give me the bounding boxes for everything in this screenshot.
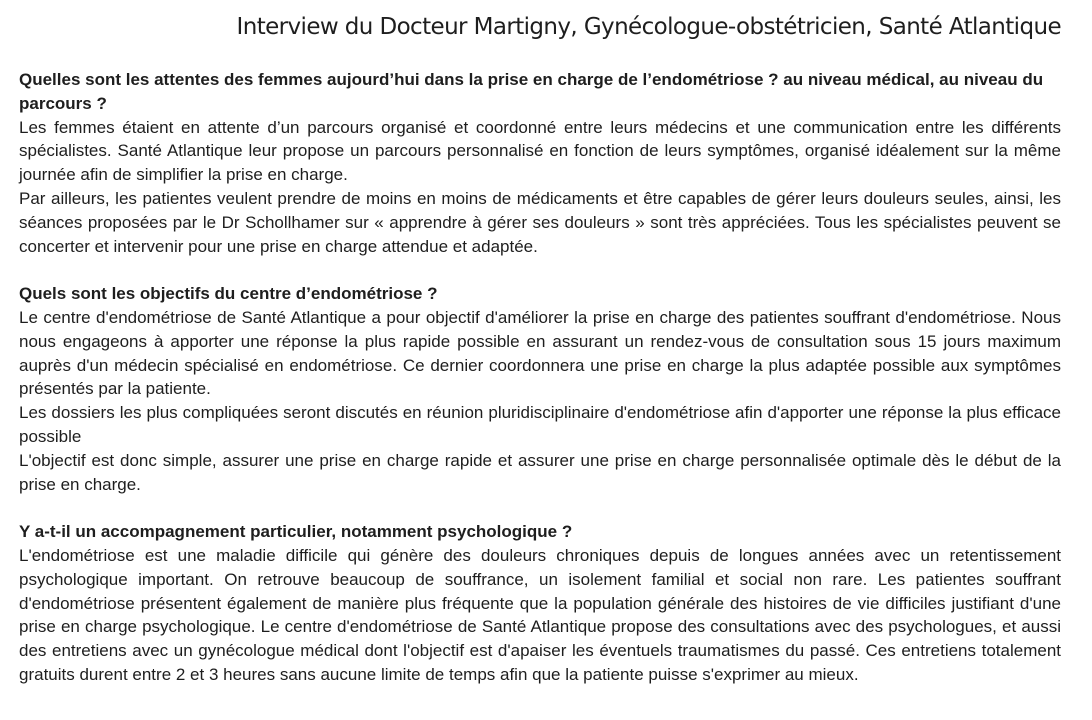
answer-paragraph: Les femmes étaient en attente d’un parcours organisé et coordonné entre leurs médecins et une communication entre les différents spécialistes. Santé Atlantique leur propose un parcours personnalisé en fonction de leurs symptômes, organisé idéalement sur la même journée afin de simplifier la prise en charge.: [19, 117, 1061, 185]
answer-paragraph: Les dossiers les plus compliquées seront discutés en réunion pluridisciplinaire d'endométriose afin d'apporter une réponse la plus efficace possible: [19, 403, 1061, 446]
page-title: Interview du Docteur Martigny, Gynécologue-obstétricien, Santé Atlantique: [236, 14, 1061, 40]
answer-paragraph: L'endométriose est une maladie difficile qui génère des douleurs chroniques depuis de longues années avec un retentissement psychologique important. On retrouve beaucoup de souffrance, un isolement familial et social non rare. Les patientes souffrant d'endométriose présentent également de manière plus fréquente que la population générale des histoires de vie difficiles justifiant d'une prise en charge psychologique. Le centre d'endométriose de Santé Atlantique propose des consultations avec des psychologues, et aussi des entretiens avec un gynécologue médical dont l'objectif est d'apaiser les éventuels traumatismes du passé. Ces entretiens totalement gratuits durent entre 2 et 3 heures sans aucune limite de temps afin que la patiente puisse s'exprimer au mieux.: [19, 545, 1061, 684]
question-heading: Quels sont les objectifs du centre d’endométriose ?: [19, 284, 438, 304]
interview-body: [19, 68, 1061, 687]
question-heading: Y a-t-il un accompagnement particulier, notamment psychologique ?: [19, 522, 573, 542]
answer-paragraph: L'objectif est donc simple, assurer une prise en charge rapide et assurer une prise en charge personnalisée optimale dès le début de la prise en charge.: [19, 450, 1061, 494]
answer-paragraph: Par ailleurs, les patientes veulent prendre de moins en moins de médicaments et être capables de gérer leurs douleurs seules, ainsi, les séances proposées par le Dr Schollhamer sur « apprendre à gérer ses douleurs » sont très appréciées. Tous les spécialistes peuvent se concerter et intervenir pour une prise en charge attendue et adaptée.: [19, 188, 1061, 256]
answer-paragraph: Le centre d'endométriose de Santé Atlantique a pour objectif d'améliorer la prise en charge des patientes souffrant d'endométriose. Nous nous engageons à apporter une réponse la plus rapide possible en assurant un rendez-vous de consultation sous 15 jours maximum auprès d'un médecin spécialisé en endométriose. Ce dernier coordonnera une prise en charge la plus adaptée possible aux symptômes présentés par la patiente.: [19, 307, 1061, 399]
section-expectations: [19, 68, 1061, 258]
section-objectives: [19, 282, 1061, 496]
section-psychological-support: [19, 520, 1061, 687]
question-heading: Quelles sont les attentes des femmes aujourd’hui dans la prise en charge de l’endométriose ? au niveau médical, au niveau du parcours ?: [19, 70, 1044, 113]
